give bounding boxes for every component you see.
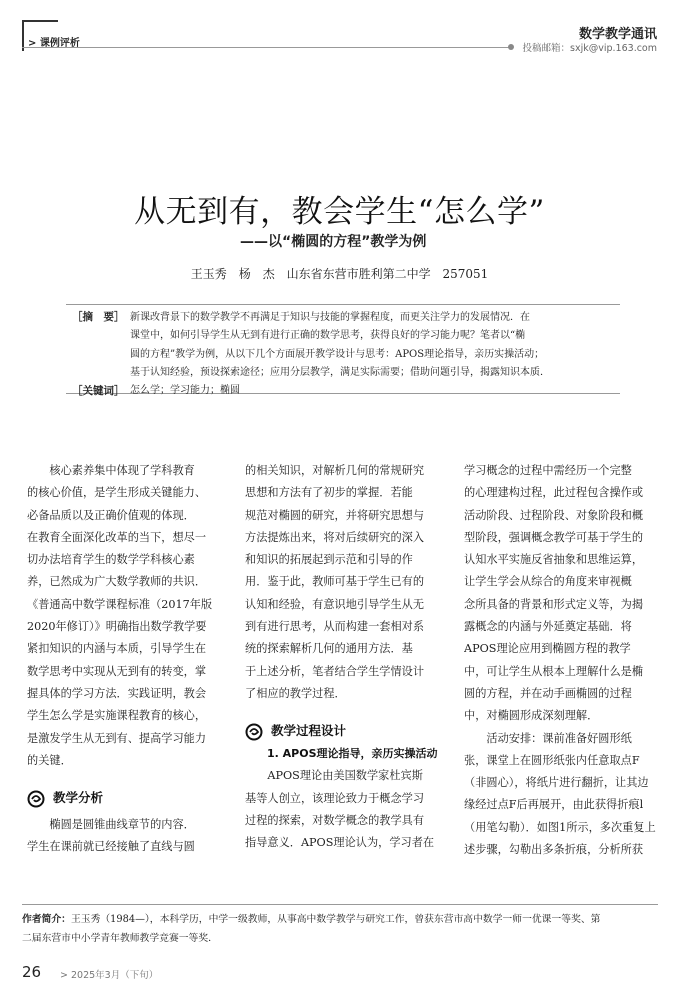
footnote-label: 作者简介：: [22, 914, 71, 925]
submission-email: 投稿邮箱：sxjk@vip.163.com: [522, 43, 657, 54]
author-bio-footnote: [22, 910, 662, 948]
paragraph-line: APOS理论应用到椭圆方程的教学: [464, 642, 631, 656]
paragraph-line: 学生怎么学是实施课程教育的核心，: [27, 709, 207, 723]
article-subtitle: ——以“椭圆的方程”教学为例: [240, 234, 427, 250]
header-dot-icon: [508, 44, 514, 50]
body-column-2: [245, 460, 440, 854]
paragraph-line: 露概念的内涵与外延奠定基础．将: [464, 620, 632, 634]
author-names: 王玉秀 杨 杰: [190, 267, 275, 281]
paragraph-line: 方法提炼出来，将对后续研究的深入: [245, 530, 425, 544]
paragraph-line: 了相应的教学过程．: [245, 686, 346, 700]
paragraph-line: 的心理建构过程，此过程包含操作或: [464, 486, 644, 500]
section-swirl-icon: [245, 723, 265, 741]
paragraph-line: 2020年修订）》明确指出数学教学要: [27, 620, 207, 634]
paragraph-line: 是激发学生从无到有、提高学习能力: [27, 731, 207, 745]
keywords-label: ［关键词］: [72, 385, 125, 397]
section-swirl-icon: [27, 790, 47, 808]
paragraph-line: 圆的方程，并在动手画椭圆的过程: [464, 686, 632, 700]
paragraph-line: 活动安排：课前准备好圆形纸: [464, 731, 632, 745]
paragraph-line: 和知识的拓展起到示范和引导的作: [245, 553, 413, 567]
paragraph-line: 数学思考中实现从无到有的转变，掌: [27, 664, 207, 678]
paragraph-line: 紧扣知识的内涵与本质，引导学生在: [27, 642, 207, 656]
abstract-text: [130, 309, 550, 382]
paragraph-line: 规范对椭圆的研究，并将研究思想与: [245, 508, 425, 522]
paragraph-line: APOS理论由美国数学家杜宾斯: [245, 769, 423, 783]
paragraph-line: 念所具备的背景和形式定义等，为揭: [464, 597, 644, 611]
paragraph-line: 基等人创立，该理论致力于概念学习: [245, 791, 425, 805]
paragraph-line: 养，已然成为广大数学教师的共识．: [27, 575, 207, 589]
paragraph-line: 过程的探索，对数学概念的教学具有: [245, 813, 425, 827]
paragraph-line: 指导意义．APOS理论认为，学习者在: [245, 836, 435, 850]
paragraph-line: 思想和方法有了初步的掌握．若能: [245, 486, 413, 500]
paragraph-line: 中，对椭圆形成深刻理解．: [464, 709, 599, 723]
abstract-line: 圆的方程”教学为例，从以下几个方面展开教学设计与思考：APOS理论指导，亲历实操活动；: [130, 348, 545, 360]
section-title: 教学分析: [53, 790, 104, 806]
paragraph-line: 切办法培育学生的数学学科核心素: [27, 553, 195, 567]
paragraph-line: 的关键．: [27, 753, 72, 767]
paragraph-line: 中，可让学生从根本上理解什么是椭: [464, 664, 644, 678]
keywords-text: 怎么学；学习能力；椭圆: [130, 385, 240, 396]
issue-date: > 2025年3月（下旬）: [60, 970, 159, 981]
paragraph-line: 认知和经验，有意识地引导学生从无: [245, 597, 425, 611]
paragraph-line: 型阶段，强调概念教学可基于学生的: [464, 530, 644, 544]
section-heading-process: [245, 719, 440, 743]
paragraph-line: 的核心价值，是学生形成关键能力、: [27, 486, 207, 500]
paragraph-line: 统的探索解析几何的通用方法．基: [245, 642, 413, 656]
paragraph-line: 述步骤，勾勒出多条折痕，分析所获: [464, 843, 644, 857]
paragraph-line: 活动阶段、过程阶段、对象阶段和概: [464, 508, 644, 522]
section-label: > 课例评析: [28, 38, 80, 49]
author-line: [0, 265, 679, 282]
paragraph-line: 椭圆是圆锥曲线章节的内容．: [27, 818, 195, 832]
paragraph-line: 核心素养集中体现了学科教育: [27, 464, 195, 477]
paragraph-line: 学习概念的过程中需经历一个完整: [464, 464, 632, 477]
abstract-line: 基于认知经验，预设探索途径；应用分层教学，满足实际需要；借助问题引导，揭露知识本质．: [130, 366, 550, 378]
paragraph-line: 缘经过点F后再展开，由此获得折痕l: [464, 798, 644, 812]
subsection-heading: 1. APOS理论指导，亲历实操活动: [267, 747, 438, 761]
section-heading-analysis: [27, 786, 222, 810]
paragraph-line: 到有进行思考，从而构建一套相对系: [245, 620, 425, 634]
footnote-rule: [22, 904, 658, 905]
paragraph-line: 用．鉴于此，教师可基于学生已有的: [245, 575, 425, 589]
article-title: 从无到有，教会学生“怎么学”: [134, 194, 545, 230]
author-postcode: 257051: [442, 267, 489, 281]
paragraph-line: 于上述分析，笔者结合学生学情设计: [245, 664, 425, 678]
header-rule: [22, 47, 510, 48]
body-column-1: [27, 460, 222, 859]
paragraph-line: （非圆心），将纸片进行翻折，让其边: [464, 776, 649, 790]
abstract-line: 新课改背景下的数学教学不再满足于知识与技能的掌握程度，而更关注学力的发展情况．在: [130, 312, 530, 323]
footnote-text: 二届东营市中小学青年教师教学竞赛一等奖．: [22, 933, 218, 944]
paragraph-line: 握具体的学习方法．实践证明，教会: [27, 686, 207, 700]
paragraph-line: 张，课堂上在圆形纸张内任意取点F: [464, 753, 640, 767]
body-column-3: [464, 460, 659, 861]
footnote-text: 王玉秀（1984—），本科学历，中学一级教师，从事高中数学教学与研究工作，曾获东营市高中数学一师一优课一等奖、第: [70, 914, 601, 925]
paragraph-line: 必备品质以及正确价值观的体现．: [27, 508, 195, 522]
paragraph-line: （用笔勾勒）．如图1所示，多次重复上: [464, 820, 656, 834]
journal-name: 数学教学通讯: [578, 27, 657, 42]
paragraph-line: 《普通高中数学课程标准（2017年版: [27, 597, 213, 611]
abstract-label: ［摘 要］: [72, 311, 125, 323]
author-affiliation: 山东省东营市胜利第二中学: [286, 267, 431, 281]
paragraph-line: 在教育全面深化改革的当下，想尽一: [27, 530, 207, 544]
section-title: 教学过程设计: [271, 723, 347, 739]
paragraph-line: 让学生学会从综合的角度来审视概: [464, 575, 632, 589]
paragraph-line: 学生在课前就已经接触了直线与圆: [27, 840, 195, 854]
abstract-line: 课堂中，如何引导学生从无到有进行正确的数学思考，获得良好的学习能力呢？笔者以“椭: [130, 330, 526, 342]
page-number: 26: [22, 963, 42, 981]
paragraph-line: 的相关知识，对解析几何的常规研究: [245, 464, 425, 477]
paragraph-line: 认知水平实施反省抽象和思维运算，: [464, 553, 644, 567]
